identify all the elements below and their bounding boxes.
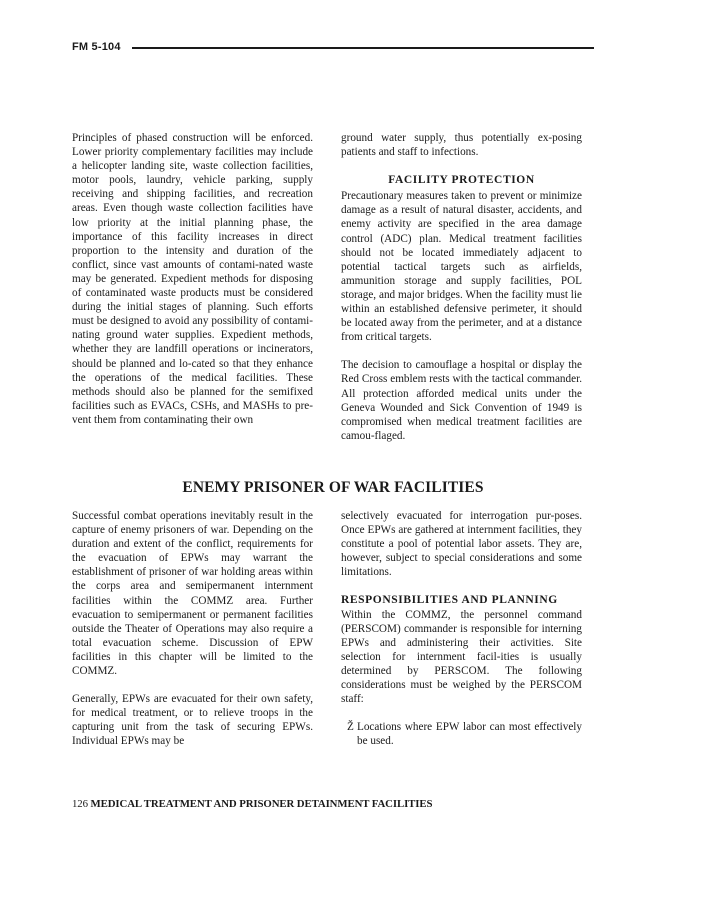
responsibilities-heading: RESPONSIBILITIES AND PLANNING [341, 594, 558, 607]
paragraph: The decision to camouflage a hospital or display the Red Cross emblem rests with the tactical commander. All protection afforded medical units under the Geneva Wounded and Sick Convention of 1949 is compromised when medical treatment facilities are camou-flaged. [341, 359, 582, 442]
paragraph: ground water supply, thus potentially ex-posing patients and staff to infections. [341, 132, 582, 159]
paragraph: Generally, EPWs are evacuated for their own safety, for medical treatment, or to relieve troops in the capturing unit from the task of securing EPWs. Individual EPWs may be [72, 693, 313, 748]
paragraph: Precautionary measures taken to prevent or minimize damage as a result of natural disaster, accidents, and enemy activity are specified in the area damage control (ADC) plan. Medical treatment facilities should not be located immediately adjacent to potential tactical targets such as airfields, ammunition storage and supply facilities, POL storage, and major bridges. When the facility must lie within an established defensive perimeter, it should be located away from the perimeter, and at a distance from critical targets. [341, 190, 582, 344]
bullet-icon: Ž [347, 721, 354, 734]
bottom-left-column [72, 509, 313, 749]
paragraph: selectively evacuated for interrogation pur-poses. Once EPWs are gathered at internment facilities, they constitute a pool of potential labor assets. They are, however, subject to special considerations and some limitations. [341, 510, 582, 579]
page-header [72, 41, 594, 57]
top-left-column [72, 131, 313, 427]
list-item-text: Locations where EPW labor can most effectively be used. [357, 721, 582, 748]
paragraph: Principles of phased construction will be enforced. Lower priority complementary facilities may include a helicopter landing site, waste collection facilities, motor pools, laundry, vehicle parking, supply receiving and shipping facilities, and recreation areas. Even though waste collection facilities have low priority at the initial planning phase, the importance of this facility increases in direct proportion to the intensity and duration of the conflict, since vast amounts of contami-nated waste may be generated. Expedient methods for disposing of contaminated waste products must be considered during the initial stages of planning. Such efforts must be designed to avoid any possibility of contami-nating ground water supplies. Expedient methods, whether they are landfill operations or incinerators, should be planned and lo-cated so that they enhance the operations of the medical facilities. These methods should also be planned for the semifixed facilities such as EVACs, CSHs, and MASHs to pre-vent them from contaminating their own [72, 132, 313, 426]
header-rule [132, 47, 594, 49]
footer-title: MEDICAL TREATMENT AND PRISONER DETAINMENT FACILITIES [90, 798, 433, 810]
bottom-right-column [341, 509, 582, 748]
section-title: ENEMY PRISONER OF WAR FACILITIES [182, 479, 484, 496]
list-item [347, 720, 582, 748]
paragraph: Within the COMMZ, the personnel command (PERSCOM) commander is responsible for interning EPWs and administering their activities. Site selection for internment facil-ities is usually determined by PERSCOM. The following considerations must be weighed by the PERSCOM staff: [341, 608, 582, 706]
facility-protection-heading: FACILITY PROTECTION [388, 174, 535, 187]
page-number: 126 [72, 798, 88, 810]
top-right-column [341, 131, 582, 443]
paragraph: Successful combat operations inevitably result in the capture of enemy prisoners of war. Depending on the duration and extent of the conflict, requirements for the evacuation of EPWs may warrant the establishment of prisoner of war holding areas within the corps area and semipermanent internment facilities within the COMMZ area. Further evacuation to semipermanent or permanent facilities outside the Theater of Operations may also require a total evacuation scheme. Discussion of EPW facilities in this chapter will be limited to the COMMZ. [72, 510, 313, 678]
page-footer [72, 798, 432, 810]
document-id: FM 5-104 [72, 41, 121, 53]
